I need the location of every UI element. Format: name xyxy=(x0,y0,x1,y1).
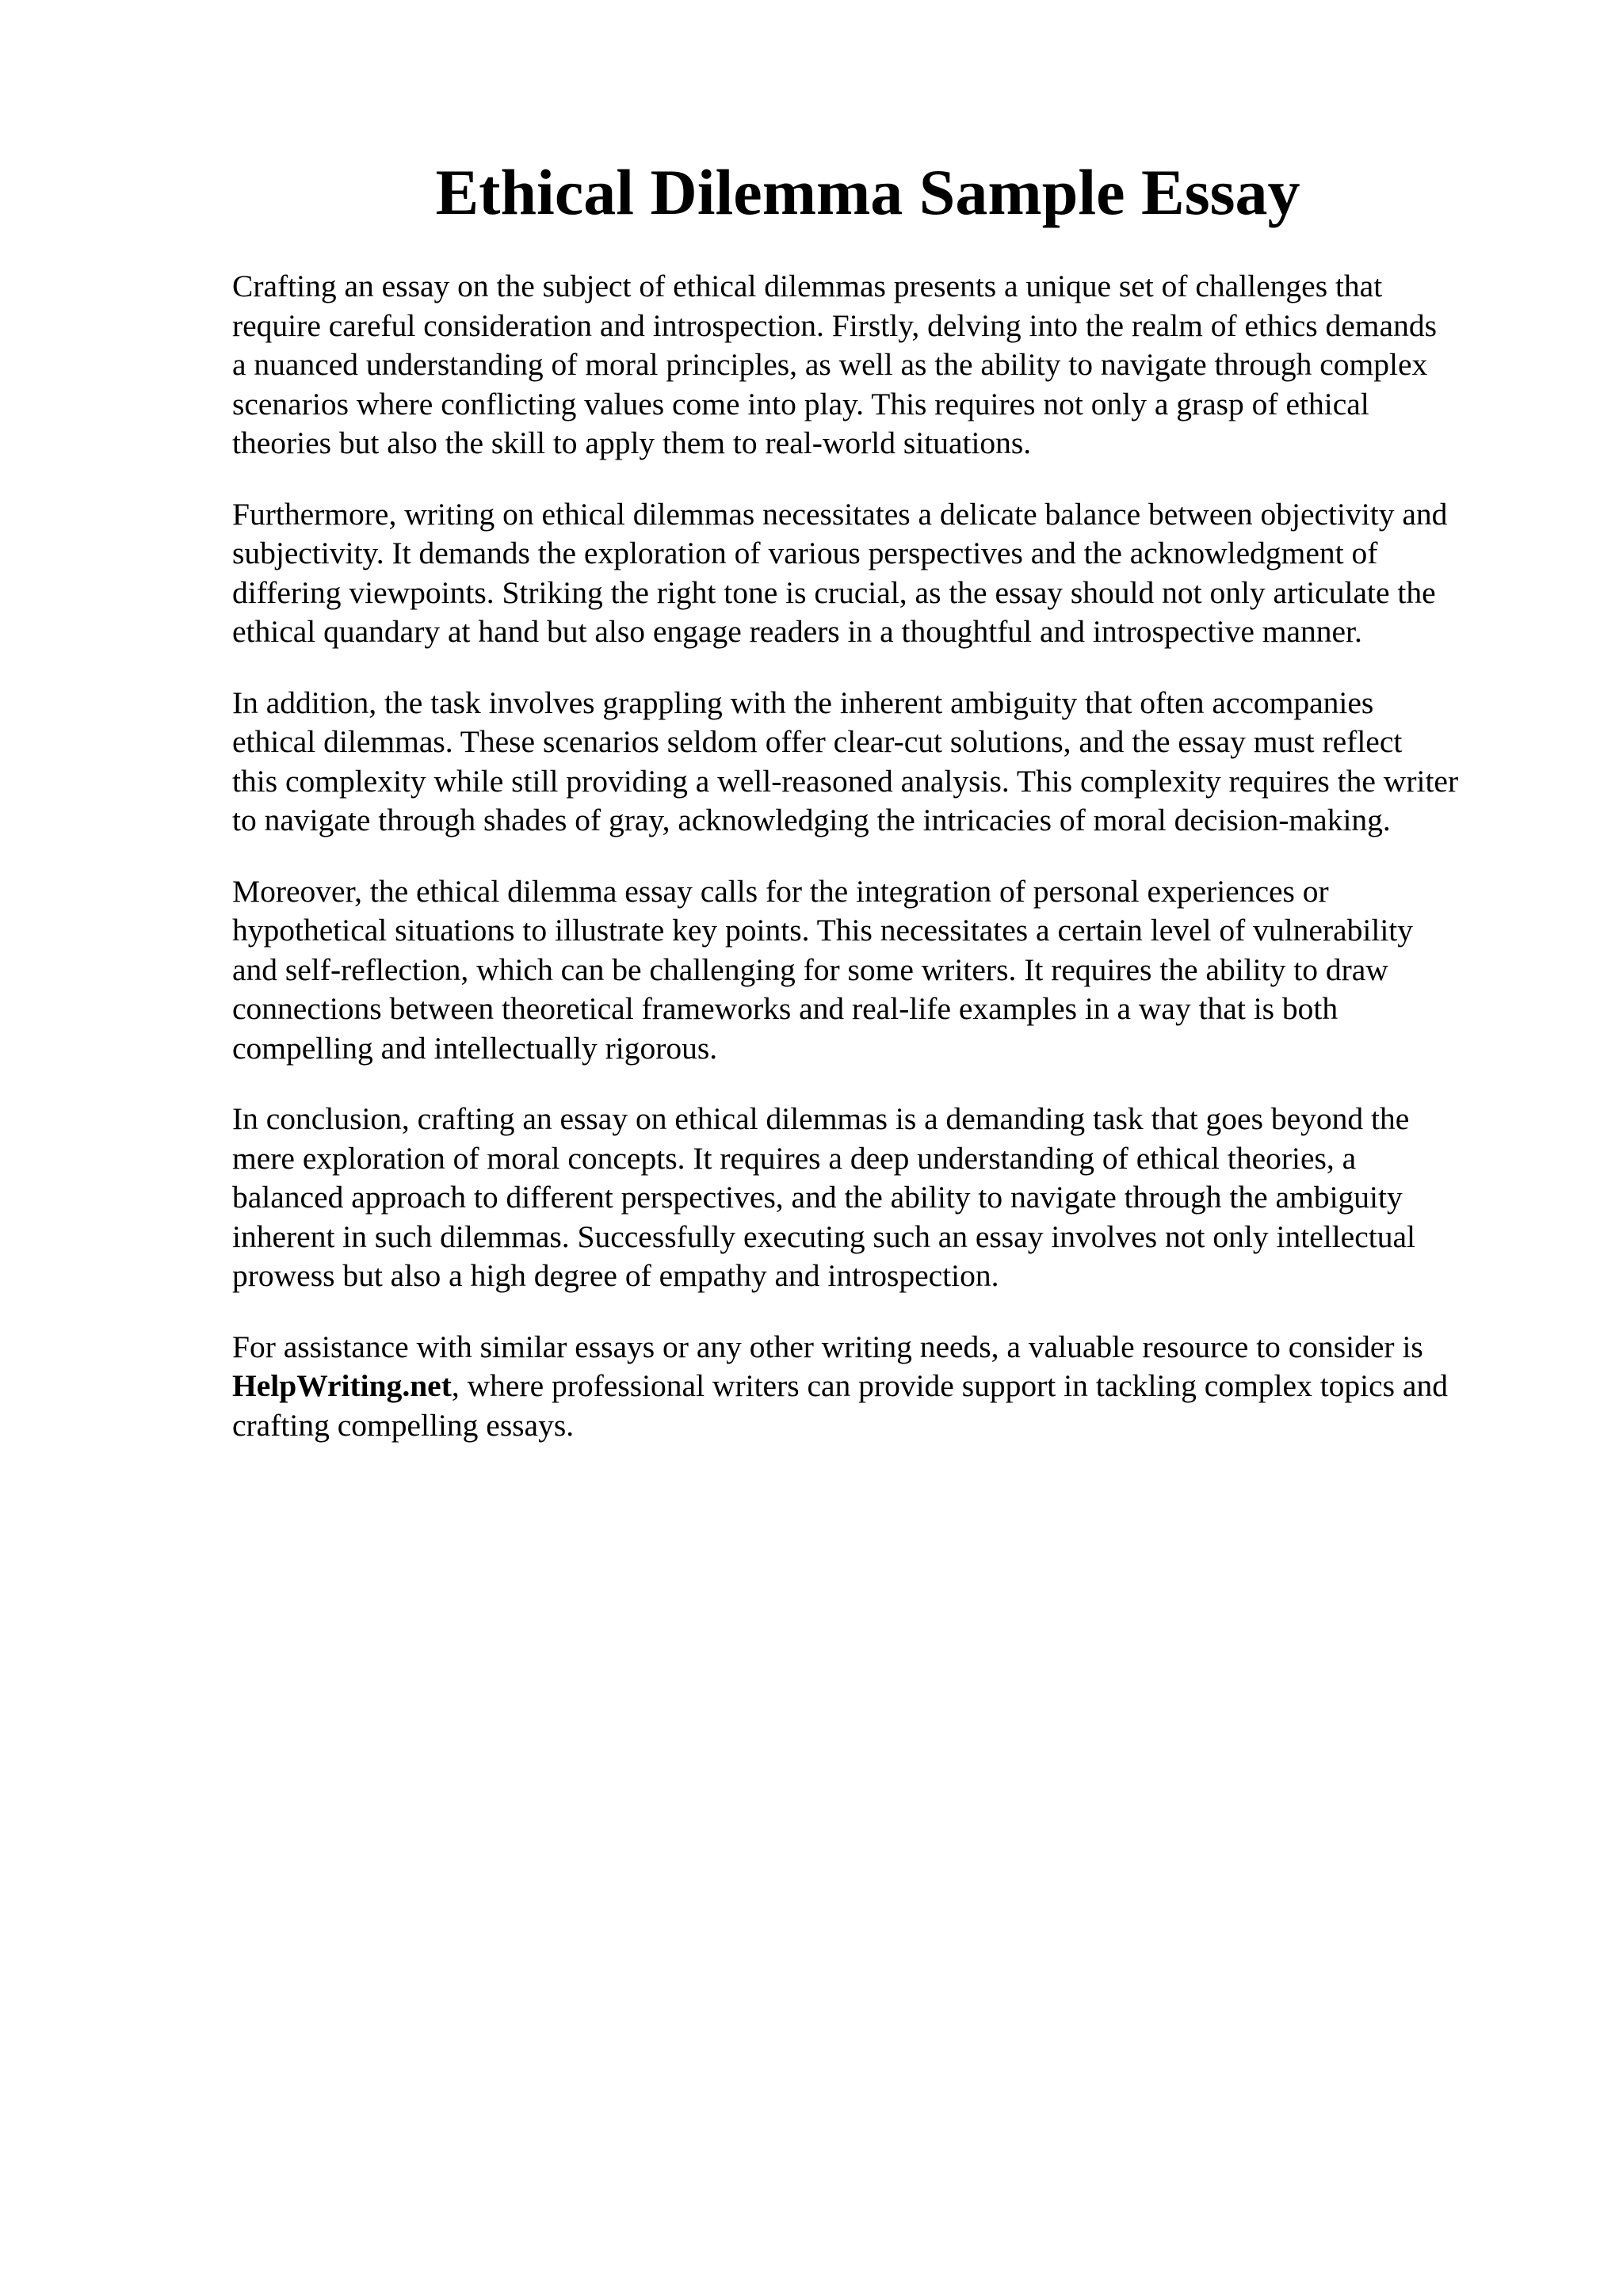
paragraph-4 xyxy=(232,872,1540,1069)
text-line: Furthermore, writing on ethical dilemmas necessitates a delicate balance between objectivity and xyxy=(232,496,1448,532)
essay-body xyxy=(232,267,1540,1477)
text-line: to navigate through shades of gray, acknowledging the intricacies of moral decision-making. xyxy=(232,803,1391,837)
text-line: and self-reflection, which can be challenging for some writers. It requires the ability to draw xyxy=(232,952,1388,987)
text-line: hypothetical situations to illustrate key points. This necessitates a certain level of vulnerability xyxy=(232,913,1414,948)
closing-paragraph xyxy=(232,1328,1540,1446)
text-line xyxy=(232,1367,1540,1406)
paragraph-1 xyxy=(232,267,1540,463)
text-line: compelling and intellectually rigorous. xyxy=(232,1030,718,1066)
text-line: prowess but also a high degree of empathy and introspection. xyxy=(232,1258,999,1293)
text-line: For assistance with similar essays or any other writing needs, a valuable resource to consider is xyxy=(232,1329,1423,1364)
text-line: a nuanced understanding of moral principles, as well as the ability to navigate through complex xyxy=(232,347,1428,382)
text-line: this complexity while still providing a well-reasoned analysis. This complexity requires the writer xyxy=(232,763,1459,799)
text-line: connections between theoretical frameworks and real-life examples in a way that is both xyxy=(232,991,1338,1026)
text-line: In addition, the task involves grappling with the inherent ambiguity that often accompanies xyxy=(232,685,1374,720)
text-line: In conclusion, crafting an essay on ethical dilemmas is a demanding task that goes beyond the xyxy=(232,1101,1410,1136)
text-line: mere exploration of moral concepts. It requires a deep understanding of ethical theories, a xyxy=(232,1140,1357,1176)
text-line: ethical quandary at hand but also engage readers in a thoughtful and introspective manner. xyxy=(232,614,1362,649)
text-line: theories but also the skill to apply them to real-world situations. xyxy=(232,425,1032,460)
text-line: Moreover, the ethical dilemma essay calls for the integration of personal experiences or xyxy=(232,873,1329,909)
text-line: Crafting an essay on the subject of ethical dilemmas presents a unique set of challenges that xyxy=(232,269,1383,303)
text-line: balanced approach to different perspectives, and the ability to navigate through the ambiguity xyxy=(232,1180,1403,1215)
paragraph-2 xyxy=(232,495,1540,652)
paragraph-3 xyxy=(232,684,1540,841)
text-line: require careful consideration and introspection. Firstly, delving into the realm of ethics demands xyxy=(232,307,1437,343)
text-line: scenarios where conflicting values come into play. This requires not only a grasp of ethical xyxy=(232,386,1369,421)
text-line: inherent in such dilemmas. Successfully executing such an essay involves not only intellectual xyxy=(232,1219,1415,1254)
brand-name: HelpWriting.net xyxy=(232,1368,452,1403)
text-line: ethical dilemmas. These scenarios seldom offer clear-cut solutions, and the essay must reflect xyxy=(232,724,1403,759)
text-line: subjectivity. It demands the exploration of various perspectives and the acknowledgment of xyxy=(232,536,1378,570)
paragraph-5 xyxy=(232,1100,1540,1296)
closing-line-rest: , where professional writers can provide support in tackling complex topics and xyxy=(451,1368,1448,1403)
page-title: Ethical Dilemma Sample Essay xyxy=(435,156,1300,228)
text-line: crafting compelling essays. xyxy=(232,1407,575,1443)
text-line: differing viewpoints. Striking the right tone is crucial, as the essay should not only articulate the xyxy=(232,574,1436,610)
